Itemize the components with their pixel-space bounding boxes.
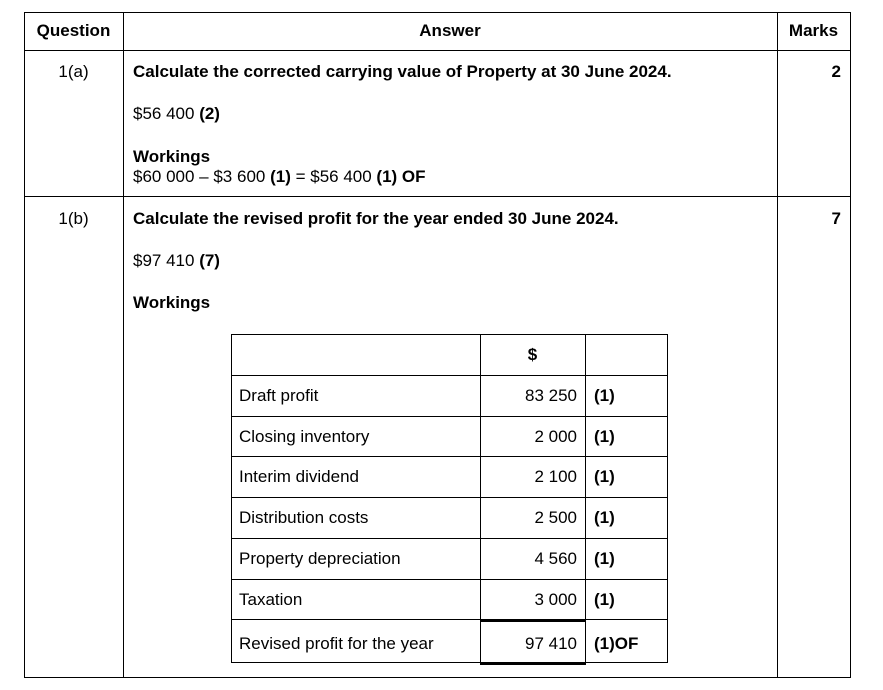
table-line [585,619,668,620]
table-line [231,334,232,663]
question-prompt-1a: Calculate the corrected carrying value of Property at 30 June 2024. [133,62,672,81]
answer-marks: (2) [199,104,220,123]
answer-value: $56 400 [133,104,195,123]
total-bottom-rule [480,662,586,665]
workings-part: = $56 400 [290,167,377,186]
grid-line [850,12,851,678]
header-marks: Marks [788,21,839,40]
table-line [231,497,668,498]
total-top-rule [480,619,586,622]
grid-line [777,12,778,678]
row-mark: (1) [594,467,615,486]
table-line [231,334,668,335]
row-amount: 2 500 [534,508,577,527]
workings-label-1a: Workings [133,147,211,166]
question-prompt-1b: Calculate the revised profit for the year ended 30 June 2024. [133,209,619,228]
grid-line [24,50,851,51]
total-label: Revised profit for the year [239,634,434,653]
row-mark: (1) [594,508,615,527]
table-line [231,619,481,620]
row-amount: 83 250 [525,386,577,405]
table-line [231,662,481,663]
question-number-1b: 1(b) [58,209,89,228]
table-line [231,579,668,580]
header-answer: Answer [419,21,481,40]
row-mark: (1) [594,386,615,405]
row-mark: (1) [594,549,615,568]
row-label: Property depreciation [239,549,401,568]
grid-line [24,12,25,678]
answer-marks: (7) [199,251,220,270]
row-label: Taxation [239,590,303,609]
row-amount: 2 000 [534,427,577,446]
row-label: Closing inventory [239,427,370,446]
total-mark: (1)OF [594,634,639,653]
grid-line [24,12,851,13]
answer-1a [133,104,220,124]
header-question: Question [36,21,111,40]
table-line [585,334,586,663]
marks-1b: 7 [831,209,841,228]
grid-line [24,677,851,678]
table-line [480,334,481,663]
row-amount: 2 100 [534,467,577,486]
answer-1b [133,251,220,271]
table-line [667,334,668,663]
row-amount: 3 000 [534,590,577,609]
row-amount: 4 560 [534,549,577,568]
grid-line [24,196,851,197]
workings-part: $60 000 – $3 600 [133,167,271,186]
table-line [231,538,668,539]
total-amount: 97 410 [525,634,577,653]
workings-line-1a [133,167,426,187]
row-mark: (1) [594,427,615,446]
row-label: Distribution costs [239,508,369,527]
table-line [231,375,668,376]
table-line [231,416,668,417]
marks-1a: 2 [831,62,841,81]
workings-mark: (1) [270,167,291,186]
row-label: Interim dividend [239,467,360,486]
grid-line [123,12,124,678]
workings-mark: (1) OF [376,167,426,186]
row-mark: (1) [594,590,615,609]
question-number-1a: 1(a) [58,62,89,81]
workings-label-1b: Workings [133,293,211,312]
answer-value: $97 410 [133,251,195,270]
row-label: Draft profit [239,386,319,405]
table-line [231,456,668,457]
currency-header: $ [527,345,538,364]
table-line [585,662,668,663]
